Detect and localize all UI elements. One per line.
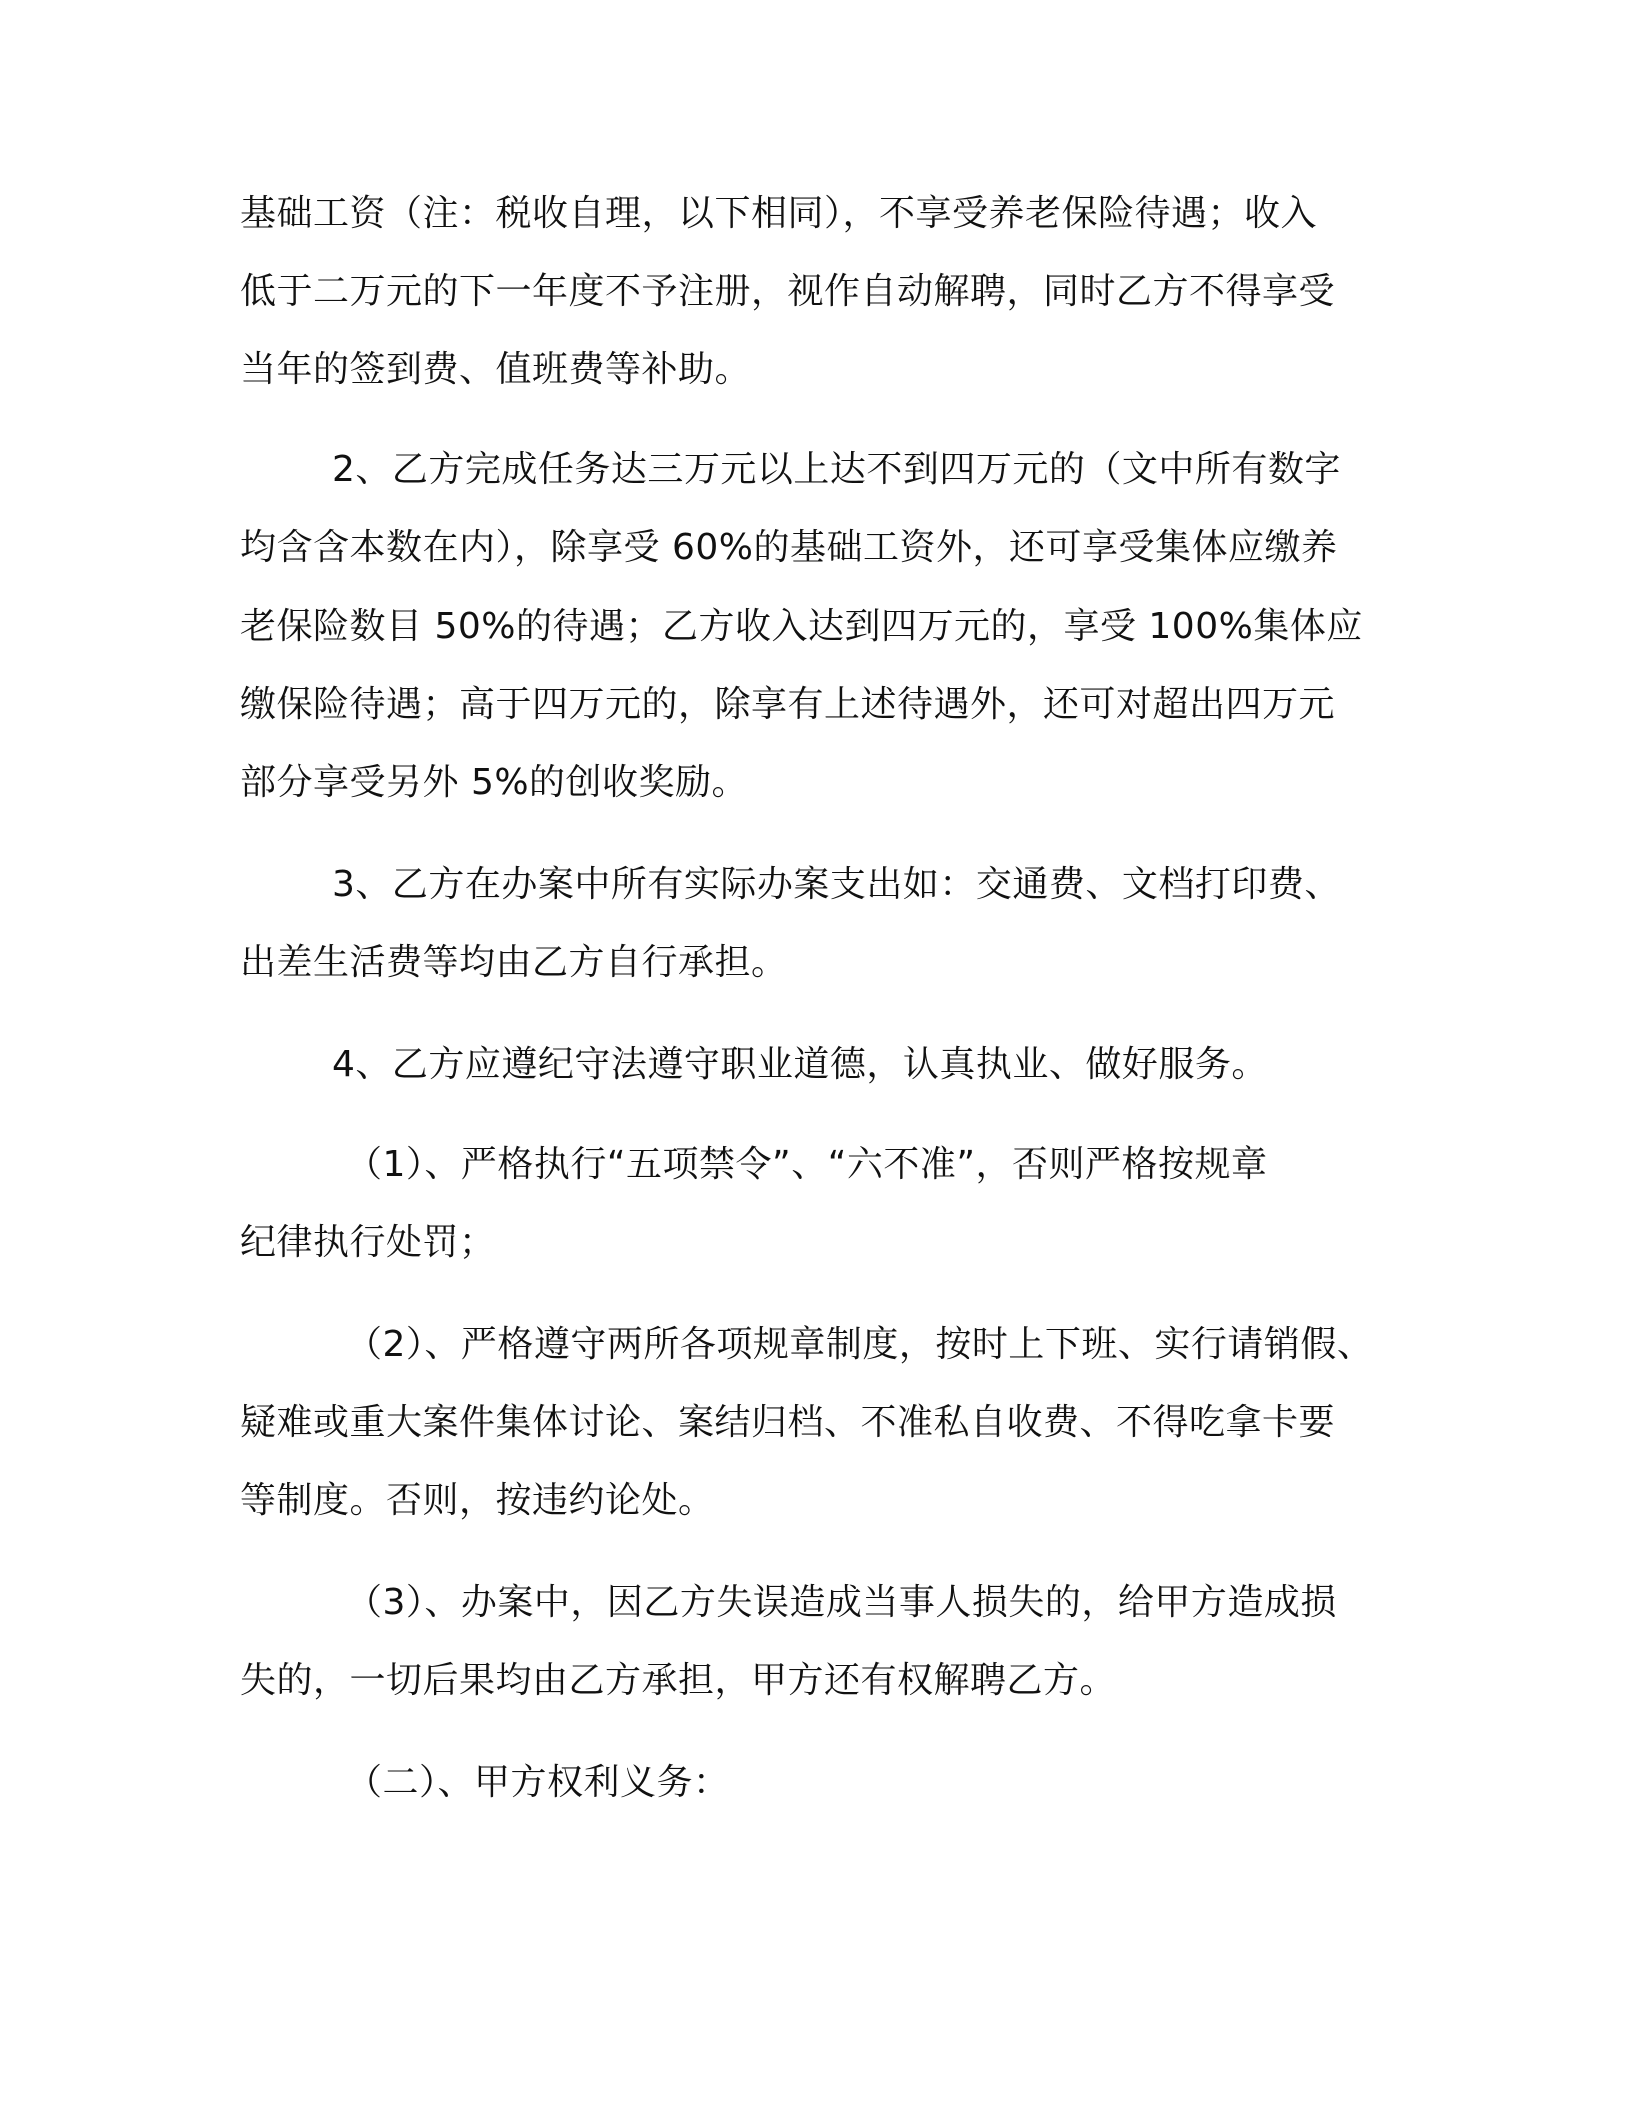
- text-line: 等制度。否则，按违约论处。: [240, 1480, 715, 1521]
- text-line: 部分享受另外 5%的创收奖励。: [240, 762, 749, 803]
- text-line: 老保险数目 50%的待遇；乙方收入达到四万元的，享受 100%集体应: [240, 606, 1363, 647]
- text-line: 失的，一切后果均由乙方承担，甲方还有权解聘乙方。: [240, 1660, 1117, 1701]
- text-line: 低于二万元的下一年度不予注册，视作自动解聘，同时乙方不得享受: [240, 271, 1336, 312]
- section-heading: （二）、甲方权利义务：: [346, 1762, 730, 1803]
- text-line: 疑难或重大案件集体讨论、案结归档、不准私自收费、不得吃拿卡要: [240, 1402, 1336, 1443]
- text-line: 出差生活费等均由乙方自行承担。: [240, 942, 788, 983]
- text-line: 均含含本数在内），除享受 60%的基础工资外，还可享受集体应缴养: [240, 527, 1338, 568]
- text-line: （3）、办案中，因乙方失误造成当事人损失的，给甲方造成损: [346, 1582, 1337, 1623]
- text-line: 缴保险待遇；高于四万元的，除享有上述待遇外，还可对超出四万元: [240, 684, 1336, 725]
- text-line: 纪律执行处罚；: [240, 1222, 496, 1263]
- text-line: 4、乙方应遵纪守法遵守职业道德，认真执业、做好服务。: [332, 1044, 1268, 1085]
- text-line: 2、乙方完成任务达三万元以上达不到四万元的（文中所有数字: [332, 449, 1341, 490]
- text-line: （2）、严格遵守两所各项规章制度，按时上下班、实行请销假、: [346, 1324, 1374, 1365]
- text-line: 当年的签到费、值班费等补助。: [240, 349, 752, 390]
- text-line: 基础工资（注：税收自理，以下相同），不享受养老保险待遇；收入: [240, 193, 1318, 234]
- text-line: （1）、严格执行“五项禁令”、“六不准”，否则严格按规章: [346, 1144, 1268, 1185]
- text-line: 3、乙方在办案中所有实际办案支出如：交通费、文档打印费、: [332, 864, 1341, 905]
